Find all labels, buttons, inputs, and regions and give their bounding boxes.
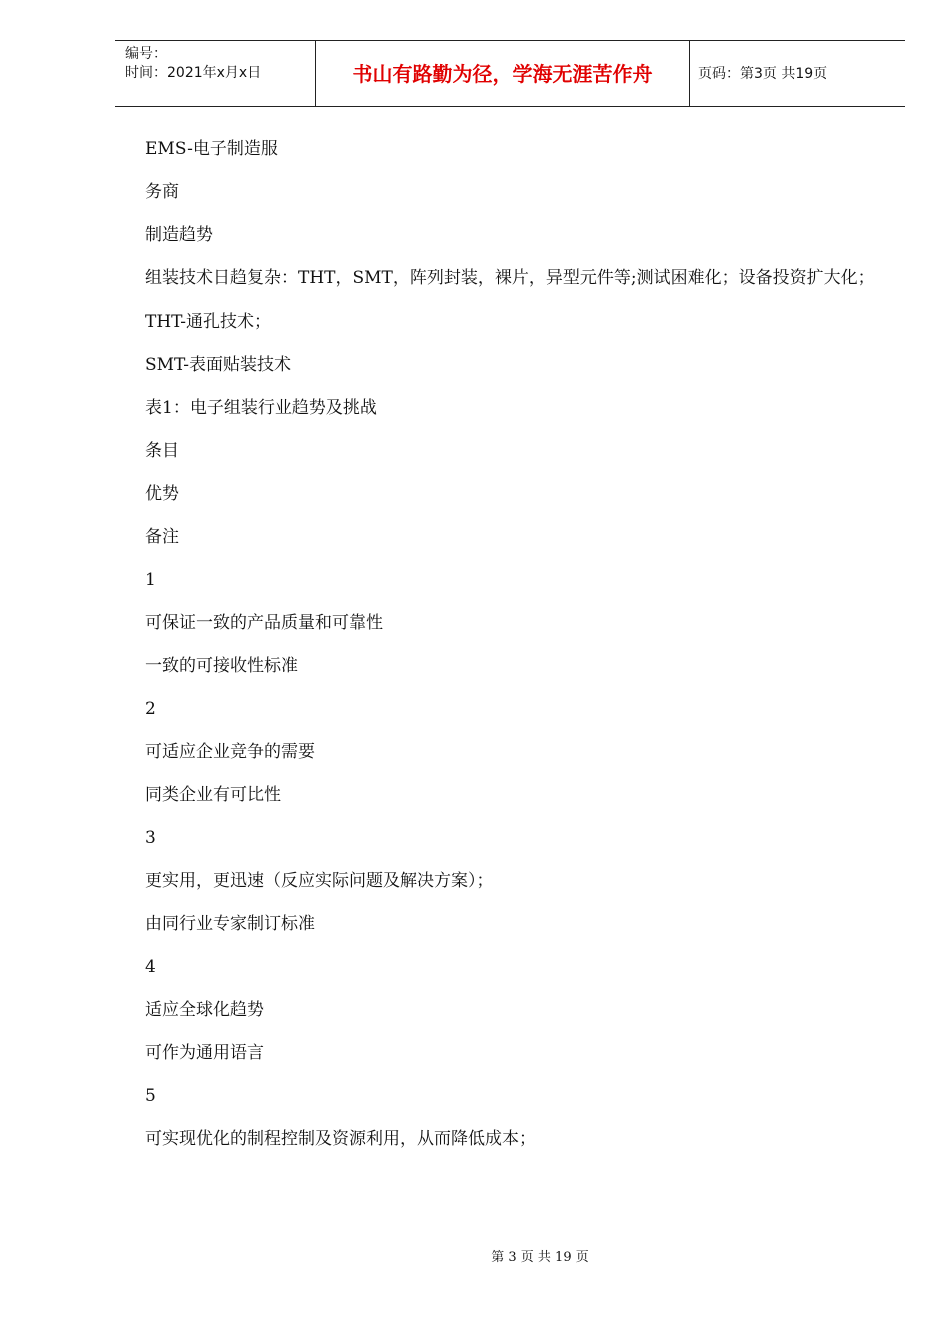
paragraph: EMS-电子制造服 [145,139,278,159]
row-advantage: 更实用，更迅速（反应实际问题及解决方案）； [145,871,494,891]
table-caption: 表1：电子组装行业趋势及挑战 [145,398,377,418]
document-number-label: 编号： [125,46,167,62]
row-remark: 可作为通用语言 [145,1043,264,1063]
row-number: 4 [145,957,156,977]
row-remark: 一致的可接收性标准 [145,656,298,676]
page-header [115,40,905,107]
header-motto: 书山有路勤为径，学海无涯苦作舟 [316,41,690,106]
paragraph: 组装技术日趋复杂：THT，SMT，阵列封装，裸片，异型元件等;测试困难化；设备投资扩大化； [145,268,875,288]
row-remark: 同类企业有可比性 [145,785,281,805]
row-advantage: 可实现优化的制程控制及资源利用，从而降低成本； [145,1129,536,1149]
document-date: 时间：2021年x月x日 [125,65,262,81]
row-remark: 由同行业专家制订标准 [145,914,315,934]
paragraph: SMT-表面贴装技术 [145,355,291,375]
table-header-advantage: 优势 [145,484,179,504]
header-page-info: 页码：第3页 共19页 [698,66,828,82]
row-number: 2 [145,699,156,719]
row-number: 3 [145,828,156,848]
row-advantage: 可适应企业竞争的需要 [145,742,315,762]
row-advantage: 适应全球化趋势 [145,1000,264,1020]
paragraph: 务商 [145,182,179,202]
row-number: 5 [145,1086,156,1106]
row-number: 1 [145,570,156,590]
table-header-remark: 备注 [145,527,179,547]
paragraph: 制造趋势 [145,225,213,245]
page-footer: 第 3 页 共 19 页 [491,1250,589,1265]
paragraph: THT-通孔技术； [145,312,272,332]
header-meta [115,41,316,106]
row-advantage: 可保证一致的产品质量和可靠性 [145,613,383,633]
table-header-item: 条目 [145,441,179,461]
document-body [145,136,875,1169]
